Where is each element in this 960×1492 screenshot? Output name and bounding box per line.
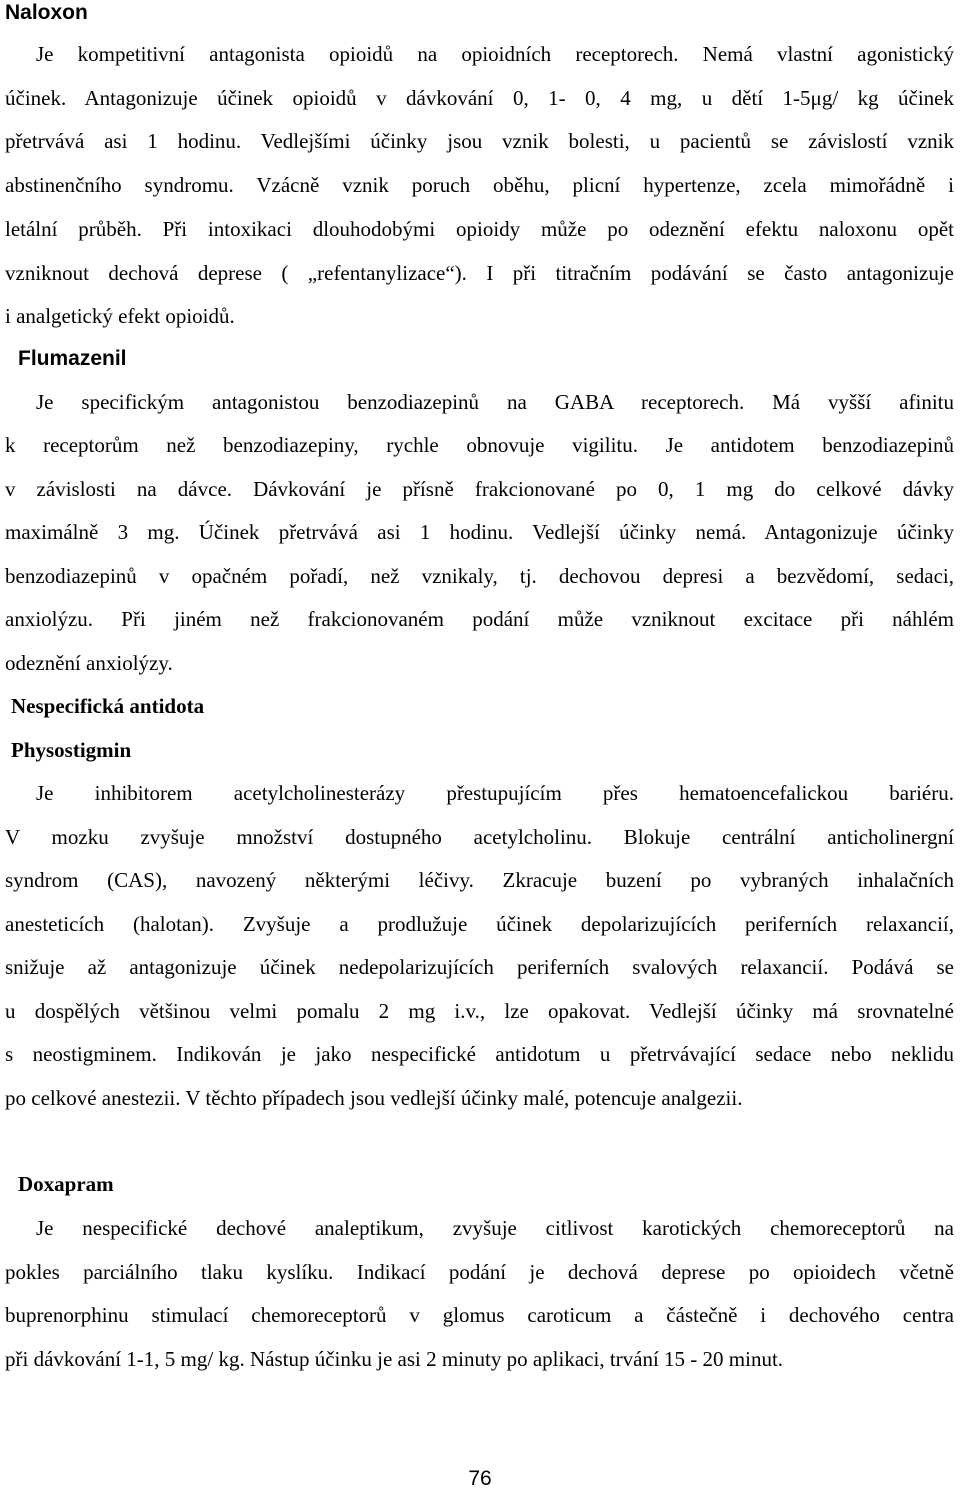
- section-heading-physostigmin: Physostigmin: [11, 738, 132, 762]
- paragraph-line: u dospělých většinou velmi pomalu 2 mg i.v., lze opakovat. Vedlejší účinky má srovnatelné: [5, 999, 954, 1023]
- paragraph-line: odeznění anxiolýzy.: [5, 651, 173, 675]
- paragraph-line: snižuje až antagonizuje účinek nedepolarizujících periferních svalových relaxancií. Podává se: [5, 955, 954, 979]
- section-heading-nonspecific-antidotes: Nespecifická antidota: [11, 694, 205, 718]
- paragraph-line: i analgetický efekt opioidů.: [5, 304, 235, 328]
- paragraph-line: účinek. Antagonizuje účinek opioidů v dávkování 0, 1- 0, 4 mg, u dětí 1-5μg/ kg účinek: [5, 86, 954, 110]
- paragraph-line: Je kompetitivní antagonista opioidů na opioidních receptorech. Nemá vlastní agonistický: [36, 42, 954, 66]
- paragraph-line: Je inhibitorem acetylcholinesterázy přestupujícím přes hematoencefalickou bariéru.: [36, 781, 954, 805]
- paragraph-line: letální průběh. Při intoxikaci dlouhodobými opioidy může po odeznění efektu naloxonu opět: [5, 217, 954, 241]
- section-heading-naloxon: Naloxon: [5, 1, 88, 24]
- paragraph-line: v závislosti na dávce. Dávkování je přísně frakcionované po 0, 1 mg do celkové dávky: [5, 477, 954, 501]
- paragraph-line: anxiolýzu. Při jiném než frakcionovaném podání může vzniknout excitace při náhlém: [5, 607, 954, 631]
- paragraph-line: Je specifickým antagonistou benzodiazepinů na GABA receptorech. Má vyšší afinitu: [36, 390, 954, 414]
- paragraph-line: k receptorům než benzodiazepiny, rychle obnovuje vigilitu. Je antidotem benzodiazepinů: [5, 433, 954, 457]
- section-heading-doxapram: Doxapram: [18, 1172, 114, 1196]
- paragraph-line: vzniknout dechová deprese ( „refentanylizace“). I při titračním podávání se často antagonizuje: [5, 261, 954, 285]
- paragraph-line: při dávkování 1-1, 5 mg/ kg. Nástup účinku je asi 2 minuty po aplikaci, trvání 15 - 20 minut.: [5, 1347, 784, 1371]
- paragraph-line: abstinenčního syndromu. Vzácně vznik poruch oběhu, plicní hypertenze, zcela mimořádně i: [5, 173, 954, 197]
- paragraph-line: s neostigminem. Indikován je jako nespecifické antidotum u přetrvávající sedace nebo neklidu: [5, 1042, 954, 1066]
- paragraph-line: benzodiazepinů v opačném pořadí, než vznikaly, tj. dechovou depresi a bezvědomí, sedaci,: [5, 564, 954, 588]
- paragraph-line: buprenorphinu stimulací chemoreceptorů v glomus caroticum a částečně i dechového centra: [5, 1303, 954, 1327]
- paragraph-line: přetrvává asi 1 hodinu. Vedlejšími účinky jsou vznik bolesti, u pacientů se závislostí vznik: [5, 129, 954, 153]
- paragraph-line: pokles parciálního tlaku kyslíku. Indikací podání je dechová deprese po opioidech včetně: [5, 1260, 954, 1284]
- paragraph-line: Je nespecifické dechové analeptikum, zvyšuje citlivost karotických chemoreceptorů na: [36, 1216, 954, 1240]
- paragraph-line: V mozku zvyšuje množství dostupného acetylcholinu. Blokuje centrální anticholinergní: [5, 825, 954, 849]
- paragraph-line: syndrom (CAS), navozený některými léčivy. Zkracuje buzení po vybraných inhalačních: [5, 868, 954, 892]
- paragraph-line: anesteticích (halotan). Zvyšuje a prodlužuje účinek depolarizujících periferních relaxancií,: [5, 912, 954, 936]
- paragraph-line: maximálně 3 mg. Účinek přetrvává asi 1 hodinu. Vedlejší účinky nemá. Antagonizuje účinky: [5, 520, 954, 544]
- page-number: 76: [468, 1467, 492, 1490]
- paragraph-line: po celkové anestezii. V těchto případech jsou vedlejší účinky malé, potencuje analgezii.: [5, 1086, 743, 1110]
- section-heading-flumazenil: Flumazenil: [18, 347, 127, 370]
